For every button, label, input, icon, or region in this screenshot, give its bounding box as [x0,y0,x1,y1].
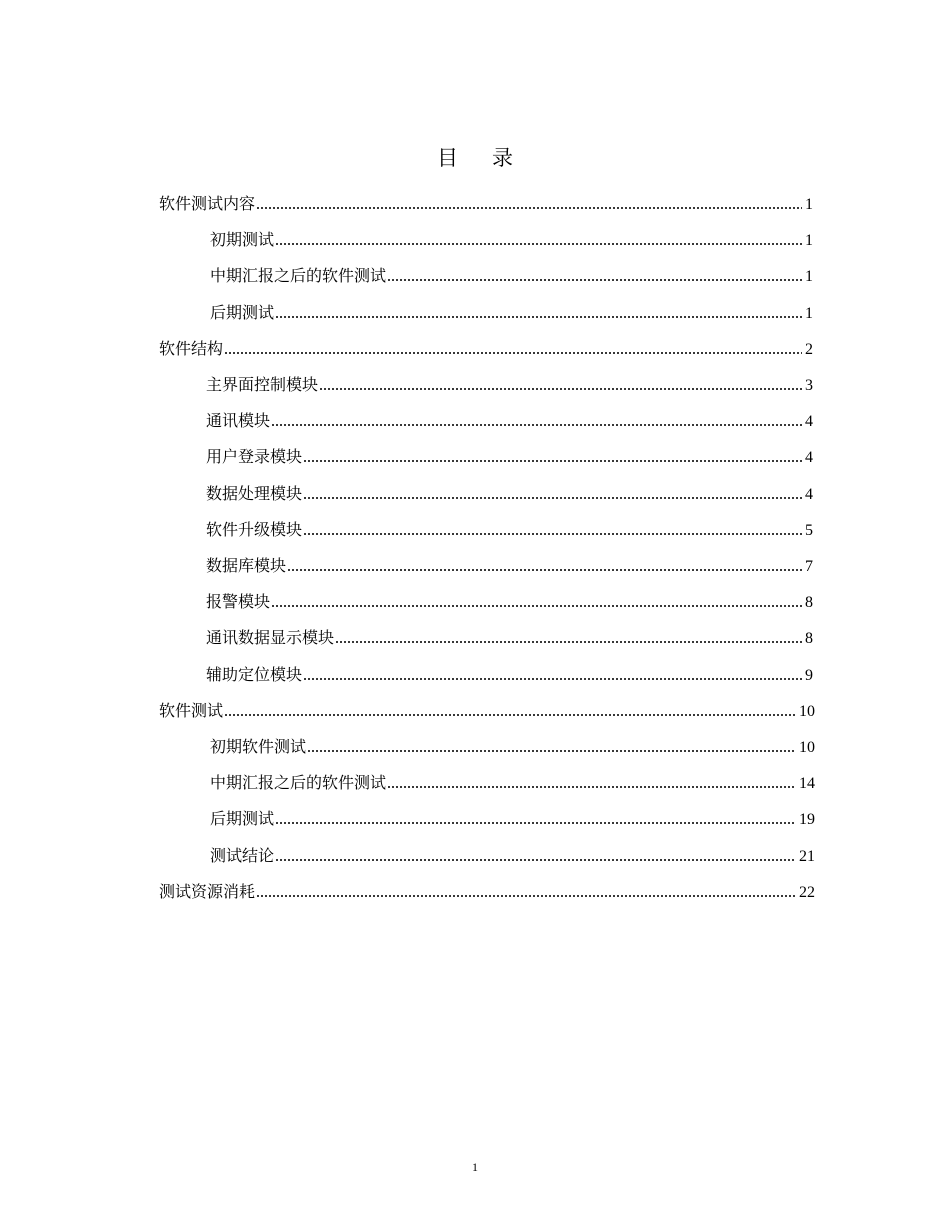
toc-entry-section[interactable] [206,408,813,434]
toc-entry-section[interactable] [210,734,815,760]
toc-dot-leader [256,192,802,210]
toc-dot-leader [335,627,802,645]
toc-entry-label: 主界面控制模块 [206,375,319,394]
toc-dot-leader [275,229,802,247]
toc-entry-label: 通讯模块 [206,411,271,431]
toc-entry-label: 中期汇报之后的软件测试 [210,773,387,793]
toc-entry-label: 初期测试 [210,230,275,250]
toc-dot-leader [275,301,802,319]
toc-dot-leader [387,772,796,790]
toc-entry-section[interactable] [206,662,813,688]
toc-dot-leader [256,880,796,898]
toc-title-right: 录 [492,146,513,170]
toc-entry-label: 初期软件测试 [210,737,307,756]
toc-entry-page-number: 3 [805,377,813,394]
toc-entry-section[interactable] [206,589,813,615]
toc-entry-section[interactable] [210,770,815,796]
toc-dot-leader [303,446,802,464]
toc-dot-leader [303,482,802,500]
toc-dot-leader [303,663,802,681]
toc-entry-label: 测试资源消耗 [159,881,256,901]
toc-entry-section[interactable] [210,263,813,289]
toc-entry-page-number: 10 [799,739,815,756]
toc-entry-section[interactable] [206,553,813,579]
toc-entry-page-number: 1 [805,304,813,322]
toc-entry-chapter[interactable] [159,191,813,217]
toc-entry-label: 软件结构 [159,338,224,358]
toc-entry-chapter[interactable] [159,698,815,724]
toc-entry-chapter[interactable] [159,336,813,362]
toc-entry-section[interactable] [206,625,813,651]
toc-entry-page-number: 7 [805,558,813,575]
toc-dot-leader [287,554,802,572]
toc-entry-label: 软件升级模块 [206,519,303,539]
toc-entry-label: 报警模块 [206,592,271,612]
toc-entry-section[interactable] [206,444,813,470]
toc-dot-leader [275,808,796,826]
toc-entry-label: 用户登录模块 [206,447,303,467]
toc-entry-label: 后期测试 [210,302,275,322]
toc-dot-leader [307,735,796,753]
toc-entry-page-number: 4 [805,413,813,431]
toc-dot-leader [275,844,796,862]
toc-entry-page-number: 5 [805,521,813,539]
toc-entry-section[interactable] [206,372,813,398]
toc-entry-page-number: 14 [799,775,815,793]
toc-title [0,142,950,172]
toc-entry-page-number: 1 [805,232,813,250]
toc-entry-page-number: 9 [805,666,813,684]
toc-entry-label: 通讯数据显示模块 [206,628,335,648]
toc-dot-leader [303,518,802,536]
toc-entry-section[interactable] [210,227,813,253]
toc-dot-leader [224,699,796,717]
toc-dot-leader [271,591,802,609]
toc-entry-section[interactable] [210,300,813,326]
toc-entry-page-number: 2 [805,340,813,358]
toc-entry-label: 数据库模块 [206,556,287,575]
toc-entry-section[interactable] [206,481,813,507]
toc-dot-leader [271,410,802,428]
toc-entry-page-number: 10 [799,702,815,720]
toc-entry-page-number: 21 [799,847,815,865]
toc-entry-section[interactable] [206,517,813,543]
toc-entry-label: 软件测试内容 [159,194,256,213]
toc-dot-leader [319,373,802,391]
toc-entry-label: 后期测试 [210,809,275,829]
page-number: 1 [472,1160,478,1174]
toc-title-left: 目 [437,146,458,170]
toc-entry-label: 辅助定位模块 [206,664,303,684]
toc-entry-page-number: 1 [805,196,813,213]
toc-entry-chapter[interactable] [159,879,815,905]
toc-entry-label: 数据处理模块 [206,483,303,503]
toc-dot-leader [387,265,802,283]
toc-entry-page-number: 1 [805,268,813,286]
toc-entry-page-number: 4 [805,485,813,503]
toc-dot-leader [224,337,802,355]
toc-entry-section[interactable] [210,843,815,869]
toc-entry-page-number: 8 [805,630,813,648]
toc-entry-page-number: 4 [805,449,813,467]
toc-entry-section[interactable] [210,806,815,832]
toc-entry-page-number: 8 [805,594,813,612]
toc-entry-label: 软件测试 [159,700,224,720]
toc-entry-label: 测试结论 [210,845,275,865]
toc-entry-label: 中期汇报之后的软件测试 [210,266,387,286]
toc-entry-page-number: 19 [799,811,815,829]
toc-entry-page-number: 22 [799,883,815,901]
